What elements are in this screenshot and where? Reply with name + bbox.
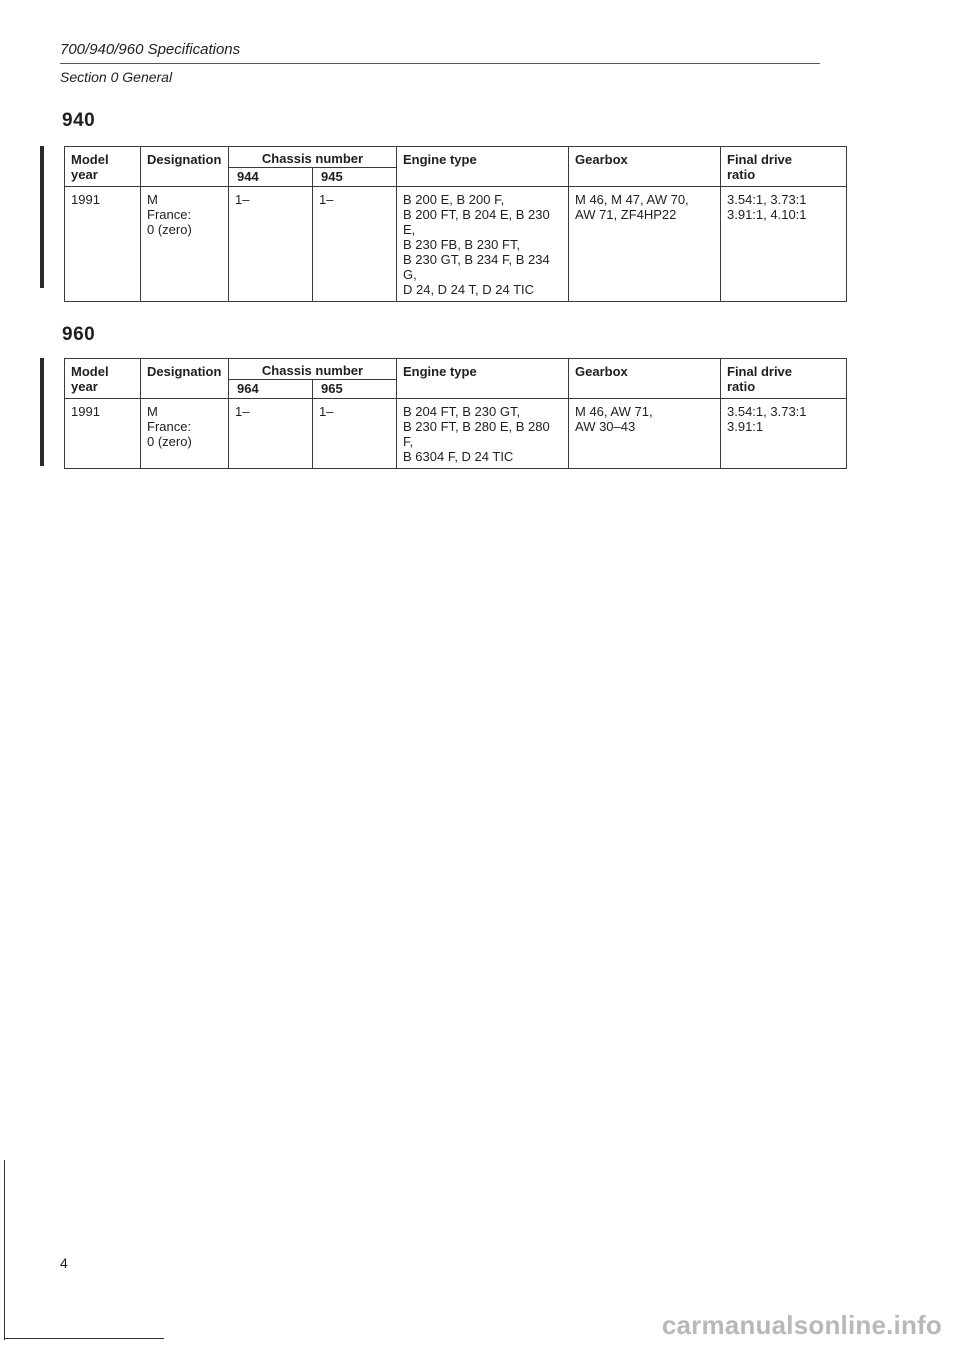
spec-table-940 (64, 146, 847, 302)
cell-engine-type: B 200 E, B 200 F, B 200 FT, B 204 E, B 230 E, B 230 FB, B 230 FT, B 230 GT, B 234 F, B 234 G, D 24, D 24 T, D 24 TIC (397, 187, 569, 302)
col-chassis-964: 964 (229, 380, 313, 398)
col-gearbox: Gearbox (569, 147, 721, 187)
cell-designation: M France: 0 (zero) (141, 399, 229, 469)
header-rule (60, 63, 820, 64)
cell-designation: M France: 0 (zero) (141, 187, 229, 302)
col-final-drive: Final drive ratio (721, 359, 847, 399)
side-bar-960 (40, 358, 44, 466)
page-header (60, 40, 820, 86)
bottom-rule (4, 1338, 164, 1339)
col-final-drive: Final drive ratio (721, 147, 847, 187)
col-chassis-965: 965 (321, 381, 343, 396)
cell-engine-type: B 204 FT, B 230 GT, B 230 FT, B 280 E, B 280 F, B 6304 F, D 24 TIC (397, 399, 569, 469)
cell-chassis-945: 1– (313, 187, 397, 302)
margin-line (4, 1160, 5, 1340)
col-chassis-945: 945 (321, 169, 343, 184)
col-designation: Designation (141, 147, 229, 187)
table-header-row (65, 359, 847, 399)
page-number: 4 (60, 1255, 68, 1271)
cell-model-year: 1991 (65, 399, 141, 469)
col-chassis-number: Chassis number 944 945 (229, 147, 397, 187)
col-model-year: Model year (65, 147, 141, 187)
document-title: 700/940/960 Specifications (60, 41, 241, 58)
cell-gearbox: M 46, AW 71, AW 30–43 (569, 399, 721, 469)
cell-chassis-965: 1– (313, 399, 397, 469)
cell-chassis-964: 1– (229, 399, 313, 469)
cell-final-drive: 3.54:1, 3.73:1 3.91:1 (721, 399, 847, 469)
side-bar-940 (40, 146, 44, 288)
col-chassis-944: 944 (229, 168, 313, 186)
cell-final-drive: 3.54:1, 3.73:1 3.91:1, 4.10:1 (721, 187, 847, 302)
col-model-year: Model year (65, 359, 141, 399)
col-engine-type: Engine type (397, 147, 569, 187)
table-header-row (65, 147, 847, 187)
col-gearbox: Gearbox (569, 359, 721, 399)
cell-chassis-944: 1– (229, 187, 313, 302)
table-row (65, 399, 847, 469)
col-chassis-number: Chassis number 964 965 (229, 359, 397, 399)
cell-model-year: 1991 (65, 187, 141, 302)
watermark: carmanualsonline.info (661, 1310, 942, 1340)
col-engine-type: Engine type (397, 359, 569, 399)
model-heading-960: 960 (62, 324, 96, 345)
spec-table-960 (64, 358, 847, 469)
col-designation: Designation (141, 359, 229, 399)
section-title: Section 0 General (60, 69, 173, 85)
cell-gearbox: M 46, M 47, AW 70, AW 71, ZF4HP22 (569, 187, 721, 302)
table-row (65, 187, 847, 302)
model-heading-940: 940 (62, 110, 96, 131)
